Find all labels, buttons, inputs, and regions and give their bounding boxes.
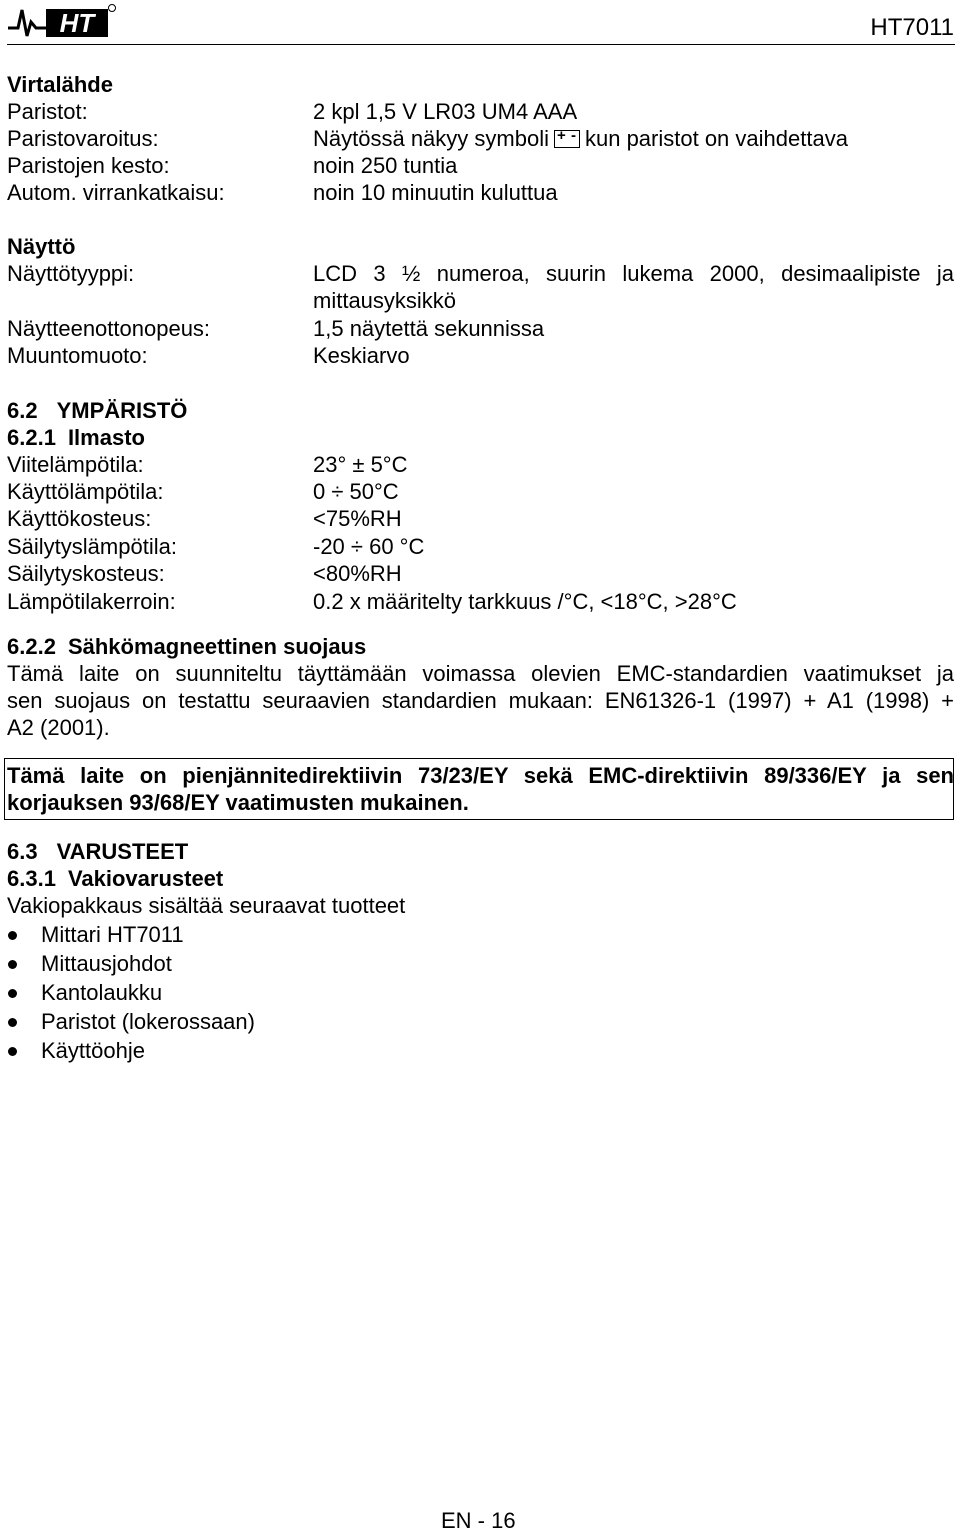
env-label-storage-humidity: Säilytyskosteus: bbox=[7, 561, 165, 586]
section-number: 6.2 bbox=[7, 398, 38, 423]
power-label-warning: Paristovaroitus: bbox=[7, 126, 159, 151]
env-value-ref-temp: 23° ± 5°C bbox=[313, 452, 408, 477]
display-label-rate: Näytteenottonopeus: bbox=[7, 316, 211, 341]
emc-paragraph-line-1: Tämä laite on suunniteltu täyttämään voimassa olevien EMC-standardien vaatimukset ja bbox=[7, 661, 954, 686]
subsection-heading-emc bbox=[7, 633, 366, 660]
power-label-autooff: Autom. virrankatkaisu: bbox=[7, 180, 225, 205]
directive-notice-line-2: korjauksen 93/68/EY vaatimusten mukainen. bbox=[7, 790, 469, 815]
subsection-number: 6.3.1 bbox=[7, 866, 56, 891]
directive-notice-line-1: Tämä laite on pienjännitedirektiivin 73/23/EY sekä EMC-direktiivin 89/336/EY ja sen bbox=[7, 763, 954, 788]
warning-text-post: kun paristot on vaihdettava bbox=[584, 126, 848, 151]
header-divider bbox=[7, 44, 955, 45]
power-value-autooff: noin 10 minuutin kuluttua bbox=[313, 180, 558, 205]
list-item: Paristot (lokerossaan) bbox=[41, 1009, 255, 1034]
power-value-batteries: 2 kpl 1,5 V LR03 UM4 AAA bbox=[313, 99, 578, 124]
env-label-op-humidity: Käyttökosteus: bbox=[7, 506, 152, 531]
page-number: EN - 16 bbox=[441, 1508, 516, 1533]
subsection-title: Ilmasto bbox=[67, 425, 145, 450]
power-title: Virtalähde bbox=[7, 72, 113, 97]
subsection-title: Vakiovarusteet bbox=[67, 866, 224, 891]
env-value-op-humidity: <75%RH bbox=[313, 506, 402, 531]
subsection-number: 6.2.1 bbox=[7, 425, 56, 450]
warning-text-pre: Näytössä näkyy symboli bbox=[313, 126, 549, 151]
battery-icon: + - bbox=[554, 130, 580, 148]
section-heading-accessories bbox=[7, 838, 188, 865]
subsection-heading-climate bbox=[7, 424, 145, 451]
display-value-type: LCD 3 ½ numeroa, suurin lukema 2000, desimaalipiste ja bbox=[313, 261, 954, 286]
bullet-icon bbox=[8, 1047, 17, 1056]
model-code: HT7011 bbox=[870, 14, 954, 41]
subsection-number: 6.2.2 bbox=[7, 634, 56, 659]
env-label-ref-temp: Viitelämpötila: bbox=[7, 452, 144, 477]
env-value-storage-temp: -20 ÷ 60 °C bbox=[313, 534, 425, 559]
power-label-life: Paristojen kesto: bbox=[7, 153, 170, 178]
display-title: Näyttö bbox=[7, 234, 76, 259]
env-label-op-temp: Käyttölämpötila: bbox=[7, 479, 164, 504]
emc-paragraph-line-2: sen suojaus on testattu seuraavien standardien mukaan: EN61326-1 (1997) + A1 (1998) + bbox=[7, 688, 954, 713]
bullet-icon bbox=[8, 931, 17, 940]
env-label-temp-coef: Lämpötilakerroin: bbox=[7, 589, 176, 614]
list-item: Kantolaukku bbox=[41, 980, 163, 1005]
display-value-rate: 1,5 näytettä sekunnissa bbox=[313, 316, 545, 341]
logo-text: HT bbox=[59, 8, 95, 38]
list-item: Mittari HT7011 bbox=[41, 922, 184, 947]
accessories-intro: Vakiopakkaus sisältää seuraavat tuotteet bbox=[7, 893, 406, 918]
emc-paragraph-line-3: A2 (2001). bbox=[7, 715, 110, 740]
section-title: YMPÄRISTÖ bbox=[56, 398, 188, 423]
display-value-conversion: Keskiarvo bbox=[313, 343, 410, 368]
ht-logo bbox=[6, 2, 116, 40]
bullet-icon bbox=[8, 1018, 17, 1027]
display-value-type-cont: mittausyksikkö bbox=[313, 288, 457, 313]
section-heading-environment bbox=[7, 397, 187, 424]
subsection-title: Sähkömagneettinen suojaus bbox=[67, 634, 367, 659]
subsection-heading-standard bbox=[7, 865, 223, 892]
power-label-batteries: Paristot: bbox=[7, 99, 88, 124]
display-label-conversion: Muuntomuoto: bbox=[7, 343, 148, 368]
power-value-life: noin 250 tuntia bbox=[313, 153, 458, 178]
display-label-type: Näyttötyyppi: bbox=[7, 261, 135, 286]
section-number: 6.3 bbox=[7, 839, 38, 864]
list-item: Käyttöohje bbox=[41, 1038, 145, 1063]
env-value-op-temp: 0 ÷ 50°C bbox=[313, 479, 399, 504]
env-value-storage-humidity: <80%RH bbox=[313, 561, 402, 586]
section-title: VARUSTEET bbox=[56, 839, 189, 864]
list-item: Mittausjohdot bbox=[41, 951, 172, 976]
bullet-icon bbox=[8, 960, 17, 969]
power-value-warning bbox=[313, 125, 848, 152]
env-label-storage-temp: Säilytyslämpötila: bbox=[7, 534, 177, 559]
bullet-icon bbox=[8, 989, 17, 998]
env-value-temp-coef: 0.2 x määritelty tarkkuus /°C, <18°C, >28°C bbox=[313, 589, 737, 614]
